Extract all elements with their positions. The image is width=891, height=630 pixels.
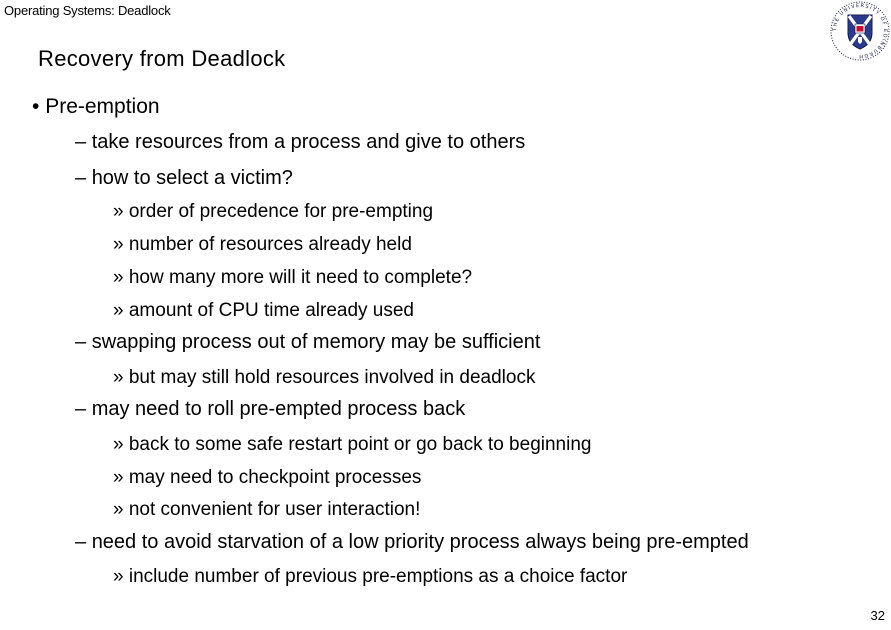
list-item [113,367,535,389]
list-item [113,566,627,588]
page-number: 32 [870,608,885,623]
list-item-text: not convenient for user interaction! [128,499,421,520]
list-item-text: number of resources already held [128,234,412,255]
list-item [32,95,160,119]
list-item [75,131,525,154]
list-item-text: take resources from a process and give to others [91,131,526,153]
bullet-marker: » [113,367,124,388]
bullet-marker: – [75,398,87,420]
list-item [75,398,465,421]
bullet-marker: » [113,201,124,222]
course-header: Operating Systems: Deadlock [4,3,171,18]
bullet-marker: • [32,95,40,118]
list-item-text: may need to checkpoint processes [128,467,422,488]
list-item [113,234,412,256]
bullet-marker: » [113,267,124,288]
list-item [113,467,421,489]
list-item-text: need to avoid starvation of a low priority process always being pre-empted [91,531,749,553]
list-item [113,300,414,322]
list-item [75,331,540,354]
list-item [113,201,433,223]
list-item [113,267,472,289]
list-item [113,434,591,456]
university-crest-icon [829,0,891,62]
list-item-text: back to some safe restart point or go back to beginning [128,434,592,455]
bullet-marker: » [113,499,124,520]
list-item-text: how many more will it need to complete? [128,267,473,288]
bullet-marker: » [113,300,124,321]
list-item-text: swapping process out of memory may be sufficient [91,331,541,353]
bullet-marker: » [113,234,124,255]
list-item-text: amount of CPU time already used [128,300,414,321]
bullet-marker: » [113,467,124,488]
list-item [75,531,749,554]
list-item-text: include number of previous pre-emptions as a choice factor [128,566,628,587]
slide-title: Recovery from Deadlock [38,46,286,71]
bullet-marker: » [113,434,124,455]
list-item-text: how to select a victim? [91,167,293,189]
bullet-marker: – [75,531,87,553]
bullet-marker: – [75,131,87,153]
list-item-text: may need to roll pre-empted process back [91,398,466,420]
bullet-marker: – [75,167,87,189]
list-item-text: but may still hold resources involved in deadlock [128,367,536,388]
crest-ring-text: THE UNIVERSITY OF EDINBURGH [831,2,889,60]
list-item [113,499,420,521]
list-item [75,167,293,190]
bullet-marker: – [75,331,87,353]
list-item-text: order of precedence for pre-empting [128,201,434,222]
bullet-marker: » [113,566,124,587]
list-item-text: Pre-emption [45,95,160,118]
